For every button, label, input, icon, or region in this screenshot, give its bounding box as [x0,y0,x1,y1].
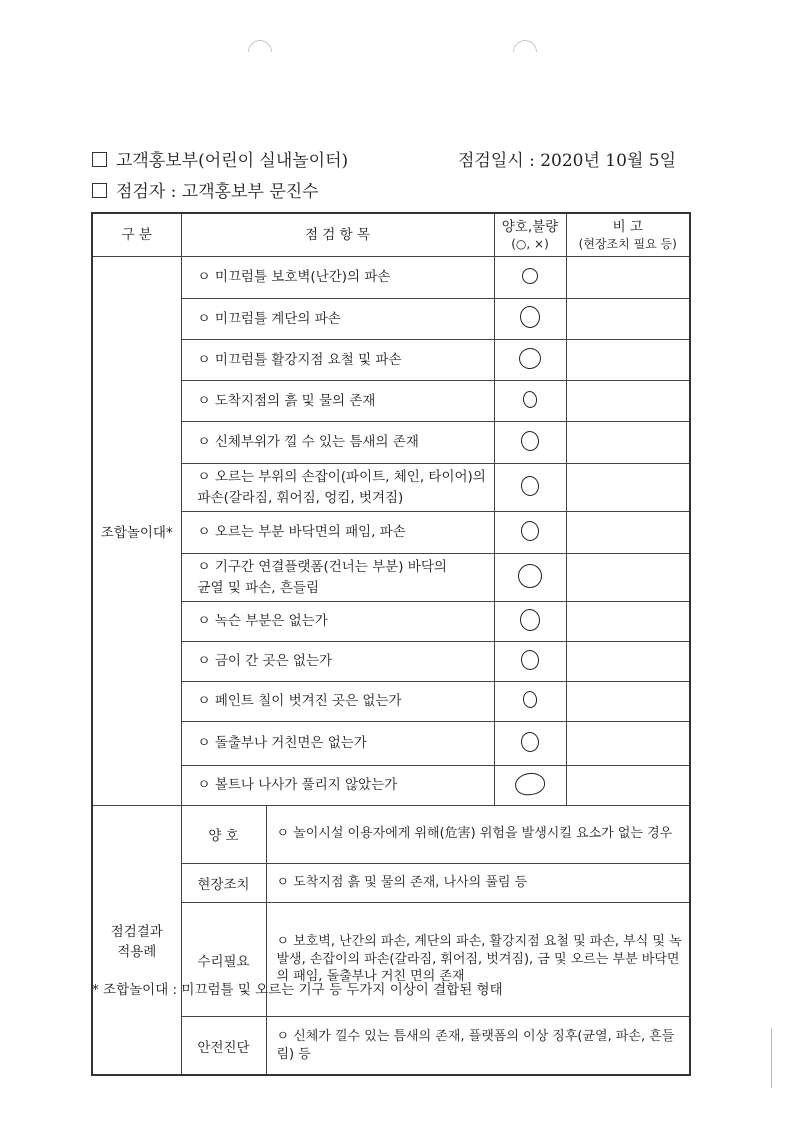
table-header-row [92,213,690,257]
col-result [494,213,566,257]
item-cell: ㅇ 페인트 칠이 벗겨진 곳은 없는가 [181,682,494,722]
item-cell: ㅇ 미끄럼틀 활강지점 요철 및 파손 [181,340,494,381]
note-cell[interactable] [566,682,690,722]
table-row [92,257,690,299]
col-category: 구 분 [92,213,181,257]
mark-cell[interactable] [494,602,566,642]
note-cell[interactable] [566,554,690,602]
note-cell[interactable] [566,340,690,381]
mark-cell[interactable] [494,722,566,766]
results-category-line1: 점검결과 [110,924,163,941]
results-category-line2: 적용례 [117,944,157,961]
item-cell: ㅇ 오르는 부분 바닥면의 패임, 파손 [181,512,494,554]
result-row [92,903,690,1017]
table-row [92,722,690,766]
item-cell: ㅇ 볼트나 나사가 풀리지 않았는가 [181,766,494,806]
result-desc: ㅇ 도착지점 흙 및 물의 존재, 나사의 풀림 등 [276,875,528,891]
circle-mark-icon [520,648,541,670]
result-cell [181,1016,690,1075]
item-cell [181,554,494,602]
mark-cell[interactable] [494,766,566,806]
result-row [92,806,690,864]
results-category-cell [92,806,181,1076]
result-cell [181,806,690,864]
scan-edge-line [771,1028,772,1088]
circle-mark-icon [519,607,542,632]
department-line [92,146,348,171]
circle-mark-icon [520,519,541,541]
note-cell[interactable] [566,381,690,422]
mark-cell[interactable] [494,642,566,682]
circle-mark-icon [519,305,542,330]
note-cell[interactable] [566,512,690,554]
result-label: 안전진단 [182,1017,267,1074]
circle-mark-icon [520,429,541,451]
table-row [92,512,690,554]
table-row [92,464,690,512]
note-cell[interactable] [566,642,690,682]
note-cell[interactable] [566,602,690,642]
item-line2: 파손(갈라짐, 휘어짐, 엉킴, 벗겨짐) [197,489,404,506]
mark-cell[interactable] [494,340,566,381]
result-row [92,863,690,902]
mark-cell[interactable] [494,381,566,422]
item-cell: ㅇ 도착지점의 흙 및 물의 존재 [181,381,494,422]
mark-cell[interactable] [494,257,566,299]
circle-mark-icon [522,690,538,709]
result-desc: ㅇ 신체가 낄수 있는 틈새의 존재, 플랫폼의 이상 징후(균열, 파손, 흔들림) 등 [276,1028,675,1062]
col-items: 점 검 항 목 [181,213,494,257]
circle-mark-icon [520,730,541,752]
result-label: 현장조치 [182,864,267,902]
item-line1: ㅇ 오르는 부위의 손잡이(파이트, 체인, 타이어)의 [197,468,486,485]
result-cell [181,863,690,902]
punch-hole-right [508,35,542,69]
category-cell: 조합놀이대* [92,257,181,806]
note-cell[interactable] [566,257,690,299]
punch-hole-left [243,35,277,69]
mark-cell[interactable] [494,422,566,464]
col-note-line1: 비 고 [612,218,643,235]
table-row [92,422,690,464]
item-cell: ㅇ 미끄럼틀 계단의 파손 [181,299,494,340]
table-row [92,766,690,806]
note-cell[interactable] [566,464,690,512]
table-row [92,682,690,722]
inspection-table [91,212,691,1076]
inspection-date: 점검일시 : 2020년 10월 5일 [458,151,677,171]
table-row [92,340,690,381]
department-text: 고객홍보부(어린이 실내놀이터) [116,151,349,171]
note-cell[interactable] [566,299,690,340]
mark-cell[interactable] [494,299,566,340]
circle-mark-icon [518,346,543,370]
note-cell[interactable] [566,766,690,806]
note-cell[interactable] [566,422,690,464]
item-cell: ㅇ 녹슨 부분은 없는가 [181,602,494,642]
note-cell[interactable] [566,722,690,766]
footnote: * 조합놀이대 : 미끄럼틀 및 오르는 기구 등 두가지 이상이 결합된 형태 [92,982,503,998]
circle-mark-icon [522,390,538,409]
circle-mark-icon [520,474,541,496]
item-cell [181,464,494,512]
circle-mark-icon [521,266,539,284]
item-line2: 균열 및 파손, 흔들림 [197,579,319,596]
table-row [92,554,690,602]
item-cell: ㅇ 돌출부나 거친면은 없는가 [181,722,494,766]
result-row [92,1016,690,1075]
item-line1: ㅇ 기구간 연결플랫폼(건너는 부분) 바닥의 [197,558,447,575]
result-desc: ㅇ 보호벽, 난간의 파손, 계단의 파손, 활강지점 요철 및 파손, 부식 및 녹 발생, 손잡이의 파손(갈라짐, 휘어짐, 벗겨짐), 금 및 오르는 부분 바닥면의 패임, 돌출부나 거친 면의 존재 [276,933,682,985]
circle-mark-icon [516,562,543,589]
table-row [92,642,690,682]
col-result-line2: (○, ×) [511,237,549,252]
col-note-line2: (현장조치 필요 등) [578,237,677,252]
mark-cell[interactable] [494,464,566,512]
inspector-line [92,177,319,202]
checkbox-icon [92,152,107,167]
mark-cell[interactable] [494,512,566,554]
circle-mark-icon [514,771,547,797]
item-cell: ㅇ 금이 간 곳은 없는가 [181,642,494,682]
result-cell [181,903,690,1017]
result-label: 양 호 [182,806,267,863]
table-row [92,299,690,340]
col-note [566,213,690,257]
mark-cell[interactable] [494,554,566,602]
result-label: 수리필요 [182,903,267,1016]
result-desc: ㅇ 놀이시설 이용자에게 위해(危害) 위험을 발생시킬 요소가 없는 경우 [276,826,673,842]
mark-cell[interactable] [494,682,566,722]
inspector-text: 점검자 : 고객홍보부 문진수 [116,182,319,202]
item-cell: ㅇ 신체부위가 낄 수 있는 틈새의 존재 [181,422,494,464]
item-cell: ㅇ 미끄럼틀 보호벽(난간)의 파손 [181,257,494,299]
table-row [92,381,690,422]
table-row [92,602,690,642]
col-result-line1: 양호,불량 [501,218,559,235]
checkbox-icon [92,183,107,198]
